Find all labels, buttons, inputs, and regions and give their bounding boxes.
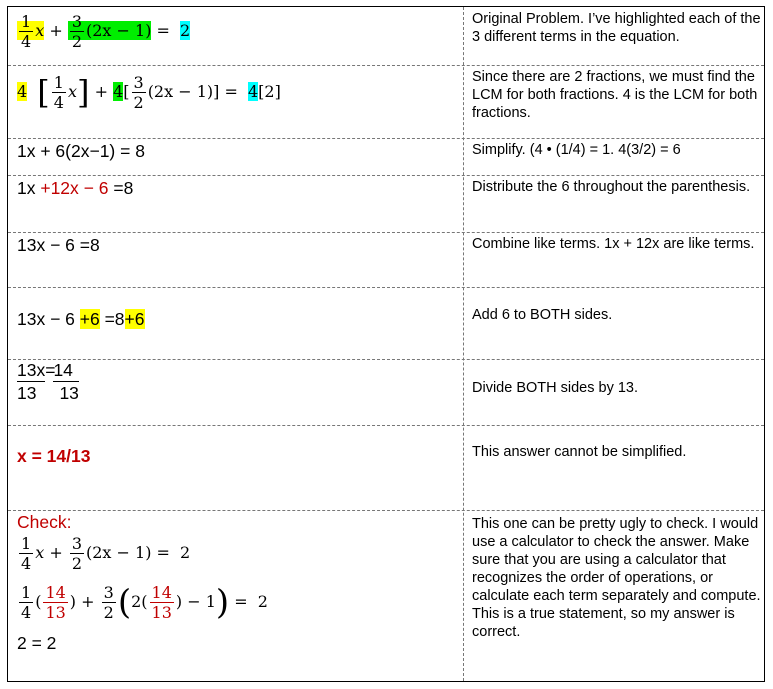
final-answer: x = 14/13 — [17, 446, 91, 466]
big-left-paren: ( — [117, 582, 132, 623]
paren-expression: (2x − 1) — [86, 543, 152, 562]
fraction-denominator: 2 — [71, 554, 82, 573]
check-label: Check: — [17, 512, 72, 532]
variable-x: x — [35, 21, 45, 40]
step-multiply-lcm — [17, 73, 457, 112]
distributed-terms: +12x − 6 — [40, 178, 109, 198]
fraction-denominator: 13 — [45, 603, 66, 622]
fraction-numerator: 14 — [45, 583, 66, 602]
highlight-term-3: 2 — [180, 21, 191, 40]
plus-sign: + — [94, 82, 108, 101]
left-paren: ( — [35, 592, 42, 611]
plus-sign: + — [49, 21, 63, 40]
two-times: 2( — [131, 592, 148, 611]
rhs-bracket: [2] — [258, 82, 281, 101]
check-result: 2 = 2 — [17, 633, 57, 653]
fraction-numerator: 3 — [133, 73, 144, 92]
fraction-denominator: 4 — [53, 93, 64, 112]
fraction-numerator: 3 — [71, 12, 82, 31]
fraction-denominator: 4 — [21, 603, 32, 622]
note-answer: This answer cannot be simplified. — [472, 444, 687, 460]
highlight-term-2 — [68, 12, 152, 51]
fraction-numerator: 1 — [21, 534, 32, 553]
table-row-4 — [8, 175, 764, 233]
note-add-six: Add 6 to BOTH sides. — [472, 307, 613, 323]
equals-sign: = — [156, 21, 170, 40]
multiplier-4: 4 — [113, 82, 124, 101]
check-equation-2 — [17, 583, 457, 622]
right-bracket: ] — [76, 73, 90, 112]
equals-sign: = — [224, 82, 238, 101]
check-section — [17, 511, 457, 654]
rhs-value: 2 — [257, 592, 268, 611]
fraction-denominator: 2 — [103, 603, 114, 622]
table-row-5 — [8, 232, 764, 288]
table-row-3 — [8, 138, 764, 176]
multiplier-4: 4 — [247, 82, 259, 101]
equals-sign: = — [156, 543, 170, 562]
table-row-6 — [8, 287, 764, 360]
equals-sign: = — [234, 592, 248, 611]
check-equation-1 — [17, 534, 457, 573]
right-paren: ) — [69, 592, 77, 611]
paren-expression: (2x − 1) — [86, 21, 152, 40]
note-original-problem: Original Problem. I’ve highlighted each of the 3 different terms in the equation. — [472, 11, 761, 45]
worksheet-table — [7, 6, 765, 682]
table-row-7 — [8, 359, 764, 426]
step-text: =8 — [108, 178, 134, 198]
variable-x: x — [67, 82, 77, 101]
step-original-equation — [17, 12, 457, 51]
fraction-numerator: 14 — [53, 359, 78, 382]
table-row-8 — [8, 425, 764, 511]
left-bracket: [ — [37, 73, 50, 112]
fraction-denominator: 4 — [21, 554, 32, 573]
fraction-numerator: 1 — [21, 583, 32, 602]
fraction-denominator: 13 — [151, 603, 172, 622]
variable-x: x — [35, 543, 45, 562]
note-simplify: Simplify. (4 • (1/4) = 1. 4(3/2) = 6 — [472, 142, 681, 158]
fraction-numerator: 14 — [151, 583, 172, 602]
left-fraction — [17, 359, 45, 404]
fraction-denominator: 2 — [133, 93, 144, 112]
fraction-denominator: 13 — [17, 383, 37, 403]
plus-sign: + — [49, 543, 63, 562]
step-combine: 13x − 6 =8 — [17, 235, 100, 255]
note-distribute: Distribute the 6 throughout the parenthesis. — [472, 179, 751, 195]
minus-one: ) − 1 — [175, 592, 216, 611]
multiplier-4: 4 — [17, 82, 28, 101]
left-bracket: [ — [123, 82, 130, 101]
note-combine: Combine like terms. 1x + 12x are like terms. — [472, 236, 755, 252]
fraction-numerator: 13x — [17, 360, 46, 380]
highlight-term-1 — [17, 12, 45, 51]
table-row-9 — [8, 510, 764, 682]
paren-expression: (2x − 1)] — [147, 82, 220, 101]
big-right-paren: ) — [215, 582, 230, 623]
step-distribute — [17, 177, 457, 199]
step-divide — [17, 359, 457, 404]
note-check: This one can be pretty ugly to check. I would use a calculator to check the answer. Make sure that you are using a calculator that recognizes the order of operations, or calculate each term separately and compute. This is a true statement, so my answer is correct. — [472, 516, 761, 640]
note-divide: Divide BOTH sides by 13. — [472, 380, 639, 396]
equals-sign: = — [45, 360, 56, 380]
table-row-2 — [8, 65, 764, 139]
rhs-value: 2 — [180, 543, 191, 562]
step-simplify: 1x + 6(2x−1) = 8 — [17, 141, 145, 161]
note-lcm: Since there are 2 fractions, we must find the LCM for both fractions. 4 is the LCM for both fractions. — [472, 69, 758, 121]
right-fraction — [53, 359, 78, 404]
fraction-denominator: 4 — [21, 32, 32, 51]
highlight-add-6: +6 — [124, 309, 145, 329]
step-add-six — [17, 308, 457, 330]
plus-sign: + — [81, 592, 95, 611]
fraction-denominator: 13 — [59, 383, 79, 403]
step-text: 1x — [17, 178, 41, 198]
fraction-numerator: 3 — [71, 534, 82, 553]
fraction-numerator: 1 — [53, 73, 64, 92]
fraction-numerator: 1 — [21, 12, 32, 31]
step-text: =8 — [99, 309, 125, 329]
highlight-add-6: +6 — [79, 309, 100, 329]
step-text: 13x − 6 — [17, 309, 80, 329]
fraction-numerator: 3 — [103, 583, 114, 602]
fraction-denominator: 2 — [71, 32, 82, 51]
table-row-1 — [8, 7, 764, 66]
